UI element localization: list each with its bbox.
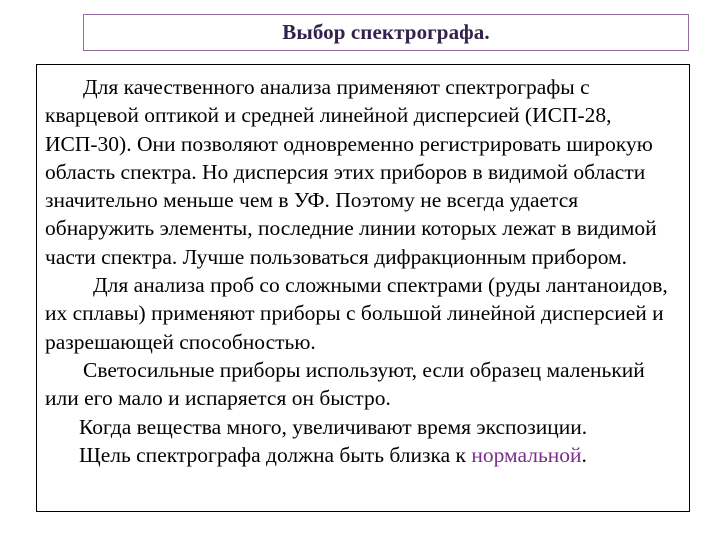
paragraph-spectrographs-quartz: Для качественного анализа применяют спектрографы с кварцевой оптикой и средней линейной дисперсией (ИСП-28, ИСП-30). Они позволяют одновременно регистрировать широкую область спектра. Но дисперсия этих приборов в видимой области значительно меньше чем в УФ. Поэтому не всегда удается обнаружить элементы, последние линии которых лежат в видимой части спектра. Лучше пользоваться дифракционным прибором.	[45, 75, 657, 269]
slide-title: Выбор спектрографа.	[282, 20, 490, 44]
paragraph-complex-spectra: Для анализа проб со сложными спектрами (руды лантаноидов, их сплавы) применяют приборы с большой линейной дисперсией и разрешающей способностью.	[45, 273, 668, 354]
paragraph-slit-width	[45, 441, 683, 469]
content-box	[36, 64, 690, 512]
paragraph-slit-width-suffix: .	[581, 442, 587, 467]
title-box	[83, 14, 689, 51]
highlighted-term-normal: нормальной	[471, 442, 582, 467]
paragraph-slit-width-prefix: Щель спектрографа должна быть близка к	[79, 442, 472, 467]
paragraph-bright-instruments: Светосильные приборы используют, если образец маленький или его мало и испаряется он быстро.	[45, 357, 645, 411]
paragraph-exposure-time: Когда вещества много, увеличивают время экспозиции.	[79, 414, 588, 439]
